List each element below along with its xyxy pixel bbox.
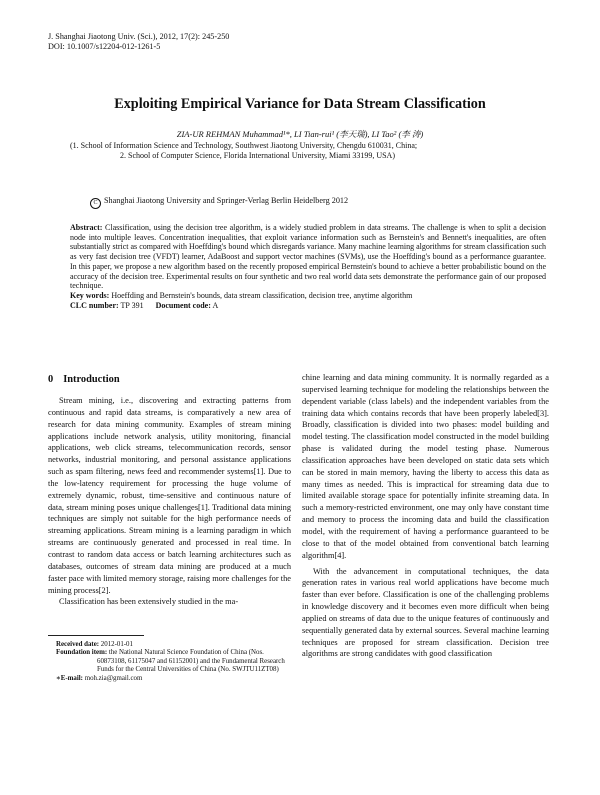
affiliation-2: 2. School of Computer Science, Florida International University, Miami 33199, USA) <box>120 151 395 161</box>
affiliations <box>70 141 542 161</box>
journal-name: J. Shanghai Jiaotong Univ. (Sci.), 2012, 17(2): 245-250 <box>48 32 230 41</box>
clc-value: TP 391 <box>120 300 144 310</box>
journal-citation <box>48 32 229 51</box>
foundation-item <box>56 649 291 674</box>
keywords-label: Key words: <box>70 291 110 300</box>
abstract-text: Classification, using the decision tree algorithm, is a widely studied problem in data streams. The challenge is when to split a decision node into multiple leaves. Concentration inequalities, that exploit variance information such as Bernstein's and Bennett's inequalities, are often substantially strict as compared with Hoeffding's bound which disregards variance. Many machine learning algorithms for stream classification such as very fast decision tree (VFDT) learner, AdaBoost and support vector machines (SVMs), use the Hoeffding's bound as a performance guarantee. In this paper, we propose a new algorithm based on the recently proposed empirical Bernstein's bound to achieve a better probabilistic bound on the accuracy of the decision tree. Experimental results on four synthetic and two real world data sets demonstrate the performance gain of our proposed technique. <box>70 223 547 291</box>
paragraph: Classification has been extensively studied in the ma- <box>59 597 239 607</box>
section-title: Introduction <box>63 374 120 385</box>
email-label: ∗E-mail: <box>56 674 83 682</box>
received-date <box>56 641 291 649</box>
author-list: ZIA-UR REHMAN Muhammad¹*, LI Tian-rui¹ (李天瑞), LI Tao² (李 涛) <box>176 129 424 139</box>
section-heading <box>48 374 120 385</box>
keywords-text: Hoeffding and Bernstein's bounds, data stream classification, decision tree, anytime algorithm <box>111 291 413 300</box>
paper-title: Exploiting Empirical Variance for Data Stream Classification <box>114 96 486 112</box>
right-column <box>302 372 549 660</box>
document-code-label: Document code: <box>155 300 211 310</box>
left-column <box>48 395 291 608</box>
received-label: Received date: <box>56 641 100 648</box>
abstract <box>70 223 546 291</box>
section-number: 0 <box>48 374 54 385</box>
author-email <box>56 675 291 683</box>
received-value: 2012-01-01 <box>100 641 133 648</box>
footnotes <box>56 641 291 683</box>
keywords-block <box>70 291 546 310</box>
copyright-icon: C <box>90 198 101 209</box>
affiliation-1: (1. School of Information Science and Technology, Southwest Jiaotong University, Chengdu 610031, China; <box>70 141 418 150</box>
doi: DOI: 10.1007/s12204-012-1261-5 <box>48 41 161 51</box>
copyright-notice <box>90 196 348 209</box>
foundation-value: the National Natural Science Foundation of China (Nos. 60873108, 61175047 and 61152001) and the Fundamental Research Funds for the Central Universities of China (No. SWJTU11ZT08) <box>97 649 285 674</box>
abstract-label: Abstract: <box>70 223 103 232</box>
email-value[interactable]: moh.zia@gmail.com <box>84 674 143 682</box>
clc-label: CLC number: <box>70 300 119 310</box>
classification-line <box>70 301 546 311</box>
footnote-divider <box>48 635 144 636</box>
paragraph: With the advancement in computational techniques, the data generation rates in various real world applications have become much faster than ever before. Classification is one of the challenging problems in knowledge discovery and it becomes even more difficult when being applied on streams of data due to the unique features of continuously and sequentially generated data by external sources. Several machine learning techniques are proposed for stream classification. Decision tree algorithms are strong candidates with good classification <box>302 566 549 659</box>
copyright-text: Shanghai Jiaotong University and Springer-Verlag Berlin Heidelberg 2012 <box>104 196 349 205</box>
paragraph: Stream mining, i.e., discovering and extracting patterns from continuous and rapid data streams, is comparatively a new area of research for data mining community. Examples of stream mining applications include network analysis, utility monitoring, financial applications, web click streams, telecommunication records, sensor networks, industrial monitoring, and personal assistance applications such as spam filtering, news feed and recommender systems[1]. Due to the low-latency requirement for processing the huge volume of extremely dynamic, robust, time-sensitive and continuous nature of data, stream mining poses unique challenges[1]. Traditional data mining techniques are simply not suitable for the high performance needs of streaming applications. Stream mining is a learning paradigm in which streams are continuously generated and processed in real time. In contrast to random data access or batch learning architectures such as databases, outcomes of stream data mining are produced at a much faster pace with limited memory storage, raising more challenges for the mining process[2]. <box>48 396 291 595</box>
foundation-label: Foundation item: <box>56 649 108 657</box>
document-code-value: A <box>212 300 219 310</box>
paragraph: chine learning and data mining community. It is normally regarded as a supervised learning technique for modeling the relationships between the dependent variable (class labels) and the independent variables from the training data which contains records that have been properly labeled[3]. Broadly, classification is divided into two phases: model building and model testing. The classification model constructed in the model building phase is validated during the model testing phase. Numerous classification approaches have been developed on static data sets which can be stored in main memory, having the liberty to access this data as many times as needed. This is impractical for streaming data due to limited available storage space for potentially infinite streaming data. In such a memory-restricted environment, one may only have constant time and memory to process the incoming data and build the classification model, with the requirement of having a performance guaranteed to be close to that of the model obtained from conventional batch learning algorithm[4]. <box>302 373 549 560</box>
keywords-line <box>70 291 546 301</box>
